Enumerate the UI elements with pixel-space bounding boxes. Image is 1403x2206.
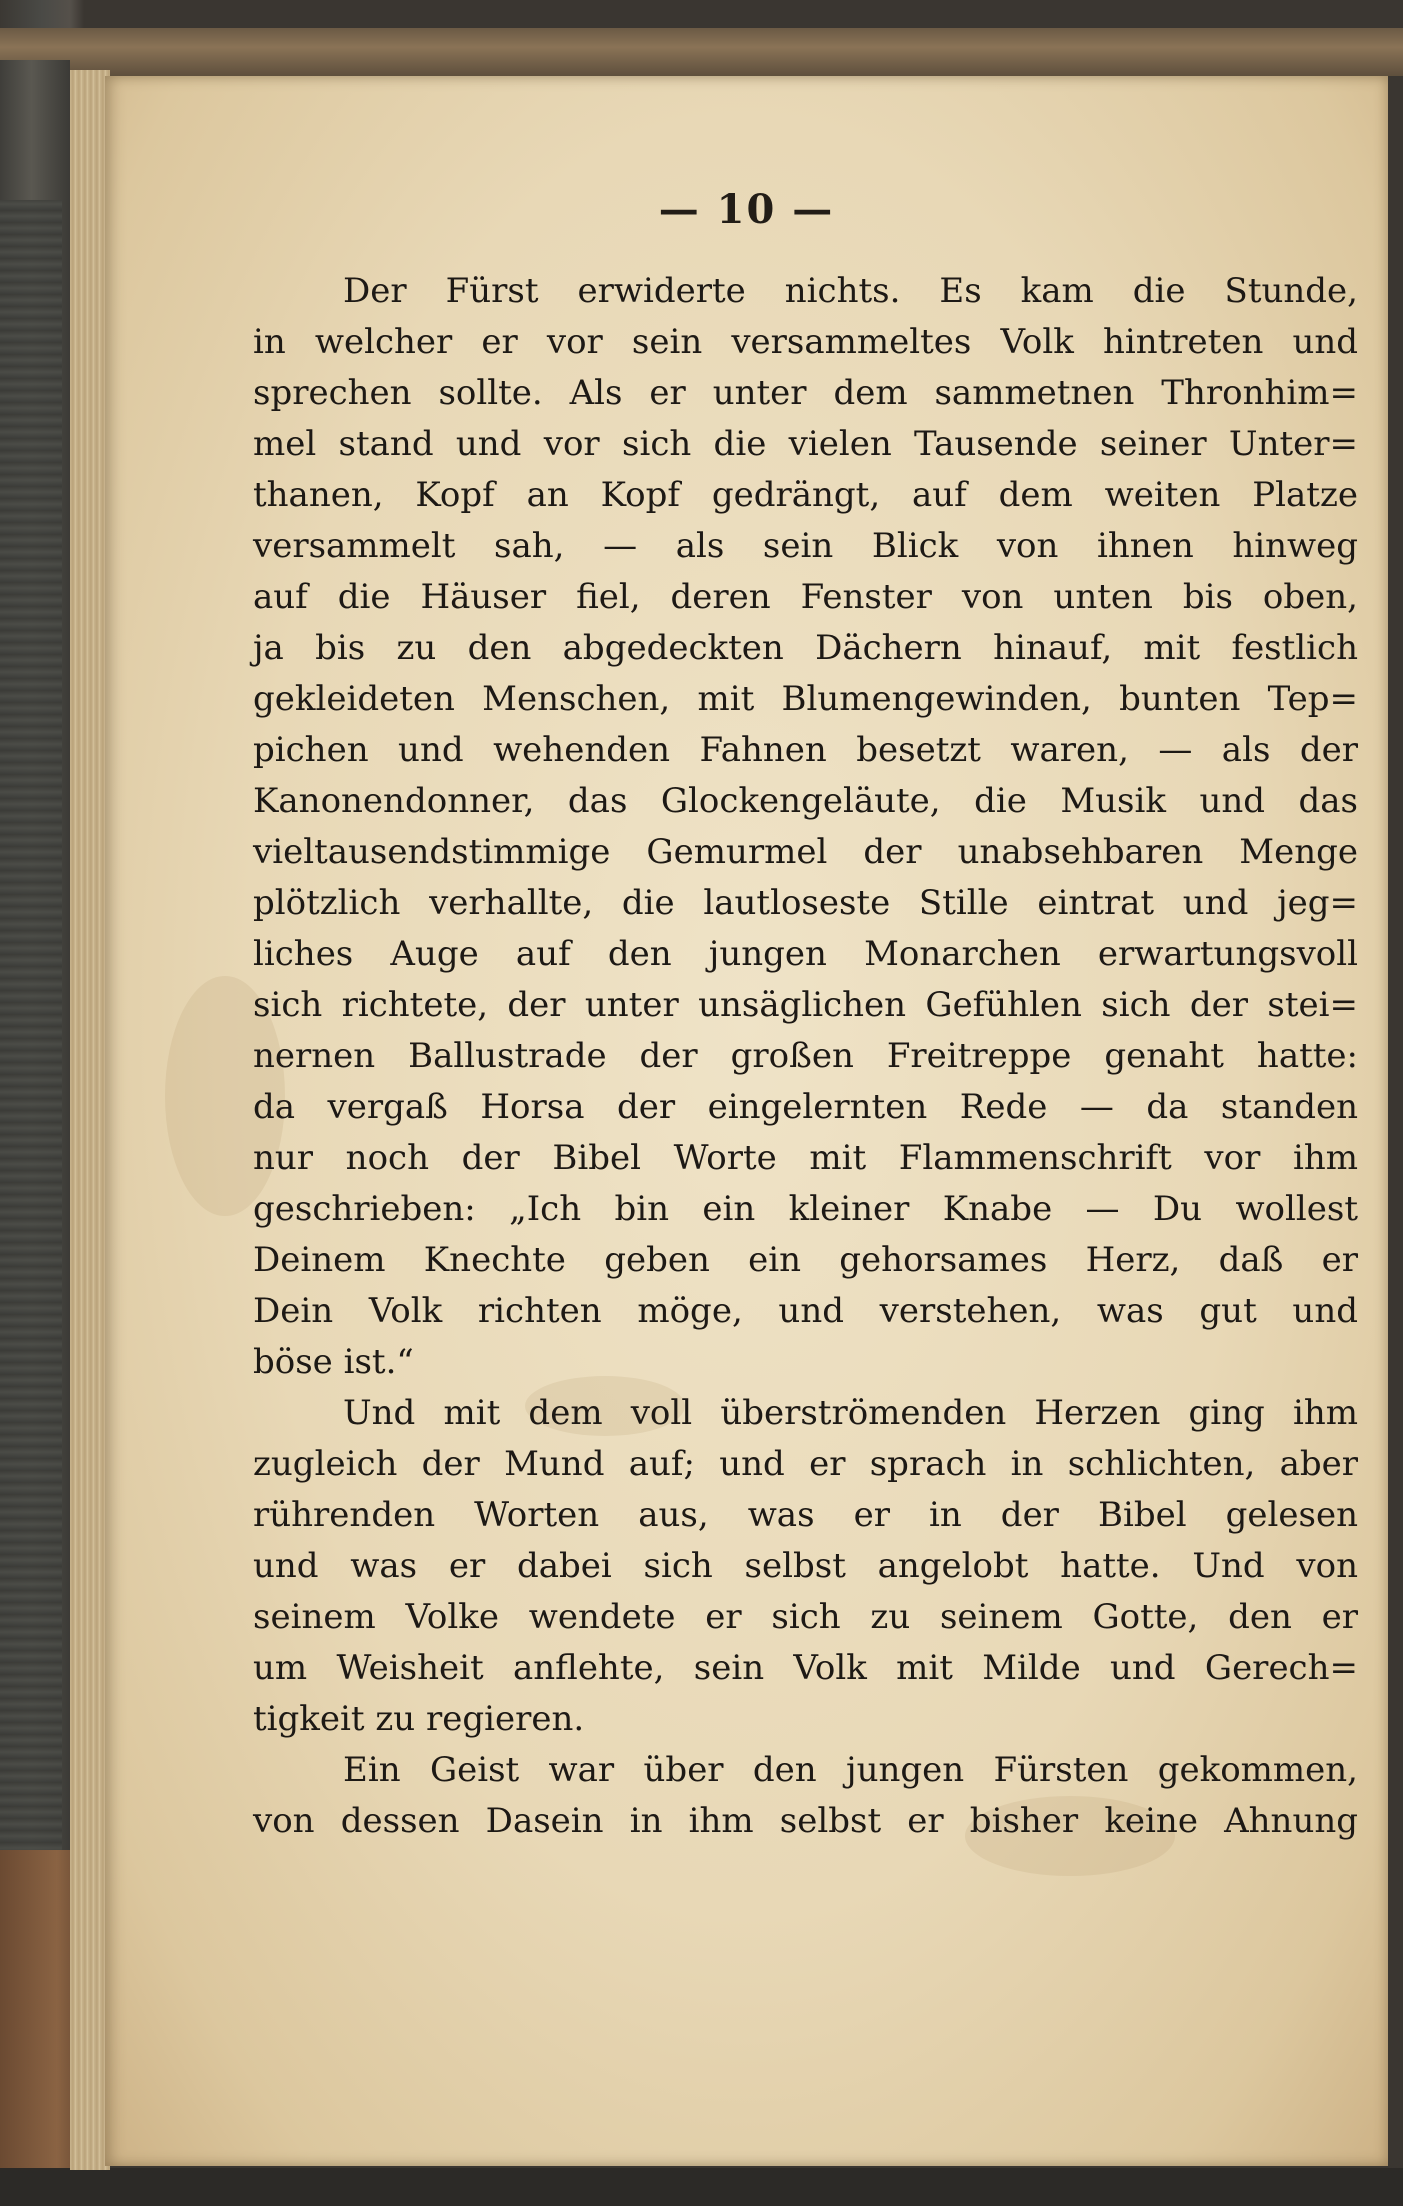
text-line: seinem Volke wendete er sich zu seinem Gotte, den er [253, 1597, 1358, 1637]
text-line: gekleideten Menschen, mit Blumengewinden, bunten Tep= [253, 679, 1358, 719]
text-line: und was er dabei sich selbst angelobt hatte. Und von [253, 1546, 1358, 1586]
text-line: tigkeit zu regieren. [253, 1699, 585, 1739]
text-line: sprechen sollte. Als er unter dem sammetnen Thronhim= [253, 373, 1358, 413]
text-line: nur noch der Bibel Worte mit Flammenschrift vor ihm [253, 1138, 1358, 1178]
text-line: pichen und wehenden Fahnen besetzt waren, — als der [253, 730, 1358, 770]
book-page [105, 76, 1388, 2166]
text-line: plötzlich verhallte, die lautloseste Stille eintrat und jeg= [253, 883, 1358, 923]
text-line: sich richtete, der unter unsäglichen Gefühlen sich der stei= [253, 985, 1358, 1025]
book-board-top [0, 28, 1403, 76]
text-line: Dein Volk richten möge, und verstehen, was gut und [253, 1291, 1358, 1331]
text-line: Deinem Knechte geben ein gehorsames Herz, daß er [253, 1240, 1358, 1280]
text-line: thanen, Kopf an Kopf gedrängt, auf dem weiten Platze [253, 475, 1358, 515]
text-line: liches Auge auf den jungen Monarchen erwartungsvoll [253, 934, 1358, 974]
text-line: vieltausendstimmige Gemurmel der unabsehbaren Menge [253, 832, 1358, 872]
page-edges [70, 70, 110, 2170]
book-board-bottom [0, 2168, 1403, 2206]
text-line: versammelt sah, — als sein Blick von ihnen hinweg [253, 526, 1358, 566]
text-line: von dessen Dasein in ihm selbst er bisher keine Ahnung [253, 1801, 1358, 1841]
text-line: geschrieben: „Ich bin ein kleiner Knabe — Du wollest [253, 1189, 1358, 1229]
text-line: böse ist.“ [253, 1342, 414, 1382]
text-line: Und mit dem voll überströmenden Herzen ging ihm [343, 1393, 1358, 1433]
text-line: Der Fürst erwiderte nichts. Es kam die Stunde, [343, 271, 1358, 311]
text-line: Kanonendonner, das Glockengeläute, die Musik und das [253, 781, 1358, 821]
book-cover-leather [0, 200, 62, 1950]
text-line: mel stand und vor sich die vielen Tausende seiner Unter= [253, 424, 1358, 464]
text-line: rührenden Worten aus, was er in der Bibel gelesen [253, 1495, 1358, 1535]
page-number: — 10 — [658, 186, 835, 233]
text-line: da vergaß Horsa der eingelernten Rede — da standen [253, 1087, 1358, 1127]
text-line: nernen Ballustrade der großen Freitreppe genaht hatte: [253, 1036, 1358, 1076]
text-line: in welcher er vor sein versammeltes Volk hintreten und [253, 322, 1358, 362]
text-line: zugleich der Mund auf; und er sprach in schlichten, aber [253, 1444, 1358, 1484]
text-line: um Weisheit anflehte, sein Volk mit Milde und Gerech= [253, 1648, 1358, 1688]
text-line: Ein Geist war über den jungen Fürsten gekommen, [343, 1750, 1358, 1790]
text-line: ja bis zu den abgedeckten Dächern hinauf, mit festlich [253, 628, 1358, 668]
body-text [253, 266, 1358, 1847]
text-line: auf die Häuser fiel, deren Fenster von unten bis oben, [253, 577, 1358, 617]
